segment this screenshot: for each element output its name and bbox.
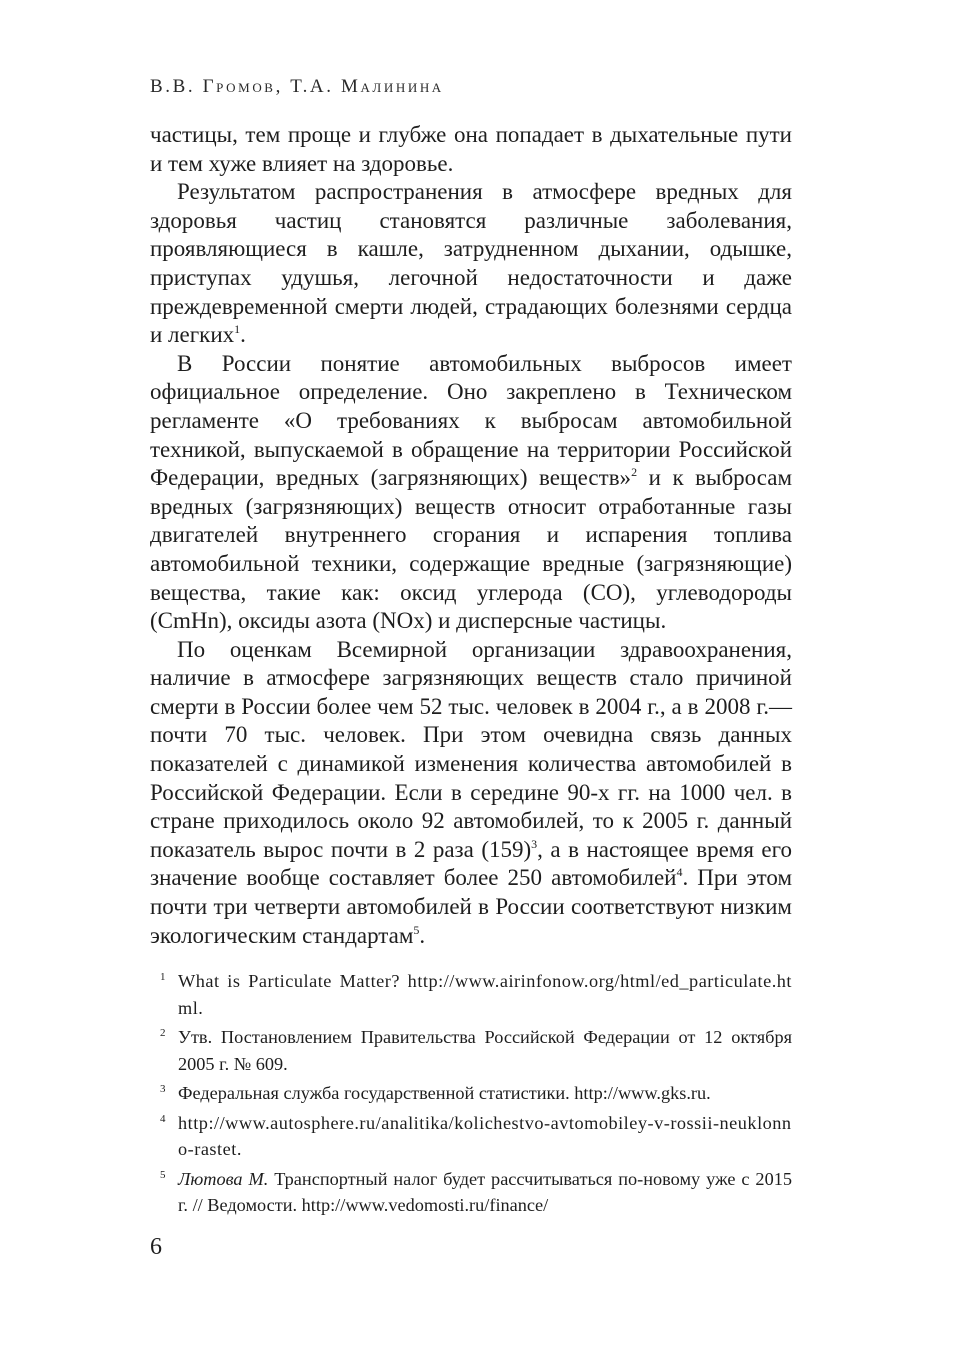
paragraph-tail: . При этом почти три четверти автомобилей в России соответствуют низким экологическим стандартам [150,865,793,948]
footnote-5 [160,1166,792,1219]
paragraph-2 [150,178,792,350]
footnote-number: 5 [160,1168,166,1181]
footnote-number: 1 [160,971,166,983]
paragraph-tail: . [419,922,426,948]
paragraph-1 [150,121,792,178]
running-head: В.В. Громов, Т.А. Малинина [150,76,444,97]
paragraph-text: частицы, тем проще и глубже она попадает в дыхательные пути и тем хуже влияет на здоровье. [150,122,792,176]
footnote-4 [160,1110,792,1163]
paragraph-tail: и к выбросам вредных (загрязняющих) веществ относит отработанные газы двигателей внутреннего сгорания и испарения топлива автомобильной техники, содержащие вредные (загрязняющие) вещества, такие как: оксид углерода (CO), углеводороды (CmHn), оксиды азота (NOx) и дисперсные частицы. [150,465,792,634]
footnote-text: Утв. Постановлением Правительства Российской Федерации от 12 октября 2005 г. № 609. [178,1027,792,1074]
footnote-text[interactable]: Транспортный налог будет рассчитываться по-новому уже с 2015 г. // Ведомости. http://www.vedomosti.ru/finance/ [178,1168,792,1215]
footnote-ref[interactable]: 3 [531,836,538,851]
paragraph-text: Результатом распространения в атмосфере вредных для здоровья частиц становятся различные заболевания, проявляющиеся в кашле, затрудненном дыхании, одышке, приступах удушья, легочной недостаточности и даже преждевременной смерти людей, страдающих болезнями сердца и легких [150,179,792,348]
footnote-ref[interactable]: 4 [676,865,683,880]
footnote-1 [160,968,792,1021]
footnote-author: Лютова М. [178,1168,269,1189]
footnote-number: 2 [160,1027,166,1039]
book-page [150,0,792,1353]
footnote-ref[interactable]: 1 [234,322,241,337]
footnote-text[interactable]: http://www.autosphere.ru/analitika/kolichestvo-avtomobiley-v-rossii-neuklonno-rastet. [178,1112,792,1159]
main-text [150,121,792,950]
paragraph-tail: . [240,322,246,348]
footnote-number: 4 [160,1112,166,1125]
footnote-number: 3 [160,1083,166,1095]
paragraph-text: По оценкам Всемирной организации здравоохранения, наличие в атмосфере загрязняющих веществ стало причиной смерти в России более чем 52 тыс. человек в 2004 г., а в 2008 г.— почти 70 тыс. человек. При этом очевидна связь данных показателей с динамикой изменения количества автомобилей в Российской Федерации. Если в середине 90-х гг. на 1000 чел. в стране приходилось около 92 автомобилей, то к 2005 г. данный показатель вырос почти в 2 раза (159) [150,636,792,862]
footnote-text[interactable]: What is Particulate Matter? http://www.airinfonow.org/html/ed_particulate.html. [178,971,792,1018]
paragraph-tail: , а в настоящее время его значение вообще составляет более 250 автомобилей [150,836,792,891]
paragraph-text: В России понятие автомобильных выбросов имеет официальное определение. Оно закреплено в Техническом регламенте «О требованиях к выбросам автомобильной техникой, выпускаемой в обращение на территории Российской Федерации, вредных (загрязняющих) веществ» [150,350,792,491]
page-number: 6 [150,1234,162,1260]
footnote-2 [160,1024,792,1077]
paragraph-3 [150,350,792,636]
footnote-text[interactable]: Федеральная служба государственной статистики. http://www.gks.ru. [178,1083,711,1103]
paragraph-4 [150,636,792,951]
footnote-ref[interactable]: 2 [631,465,638,480]
footnotes [160,968,792,1222]
footnote-3 [160,1080,792,1107]
footnote-ref[interactable]: 5 [413,922,420,937]
